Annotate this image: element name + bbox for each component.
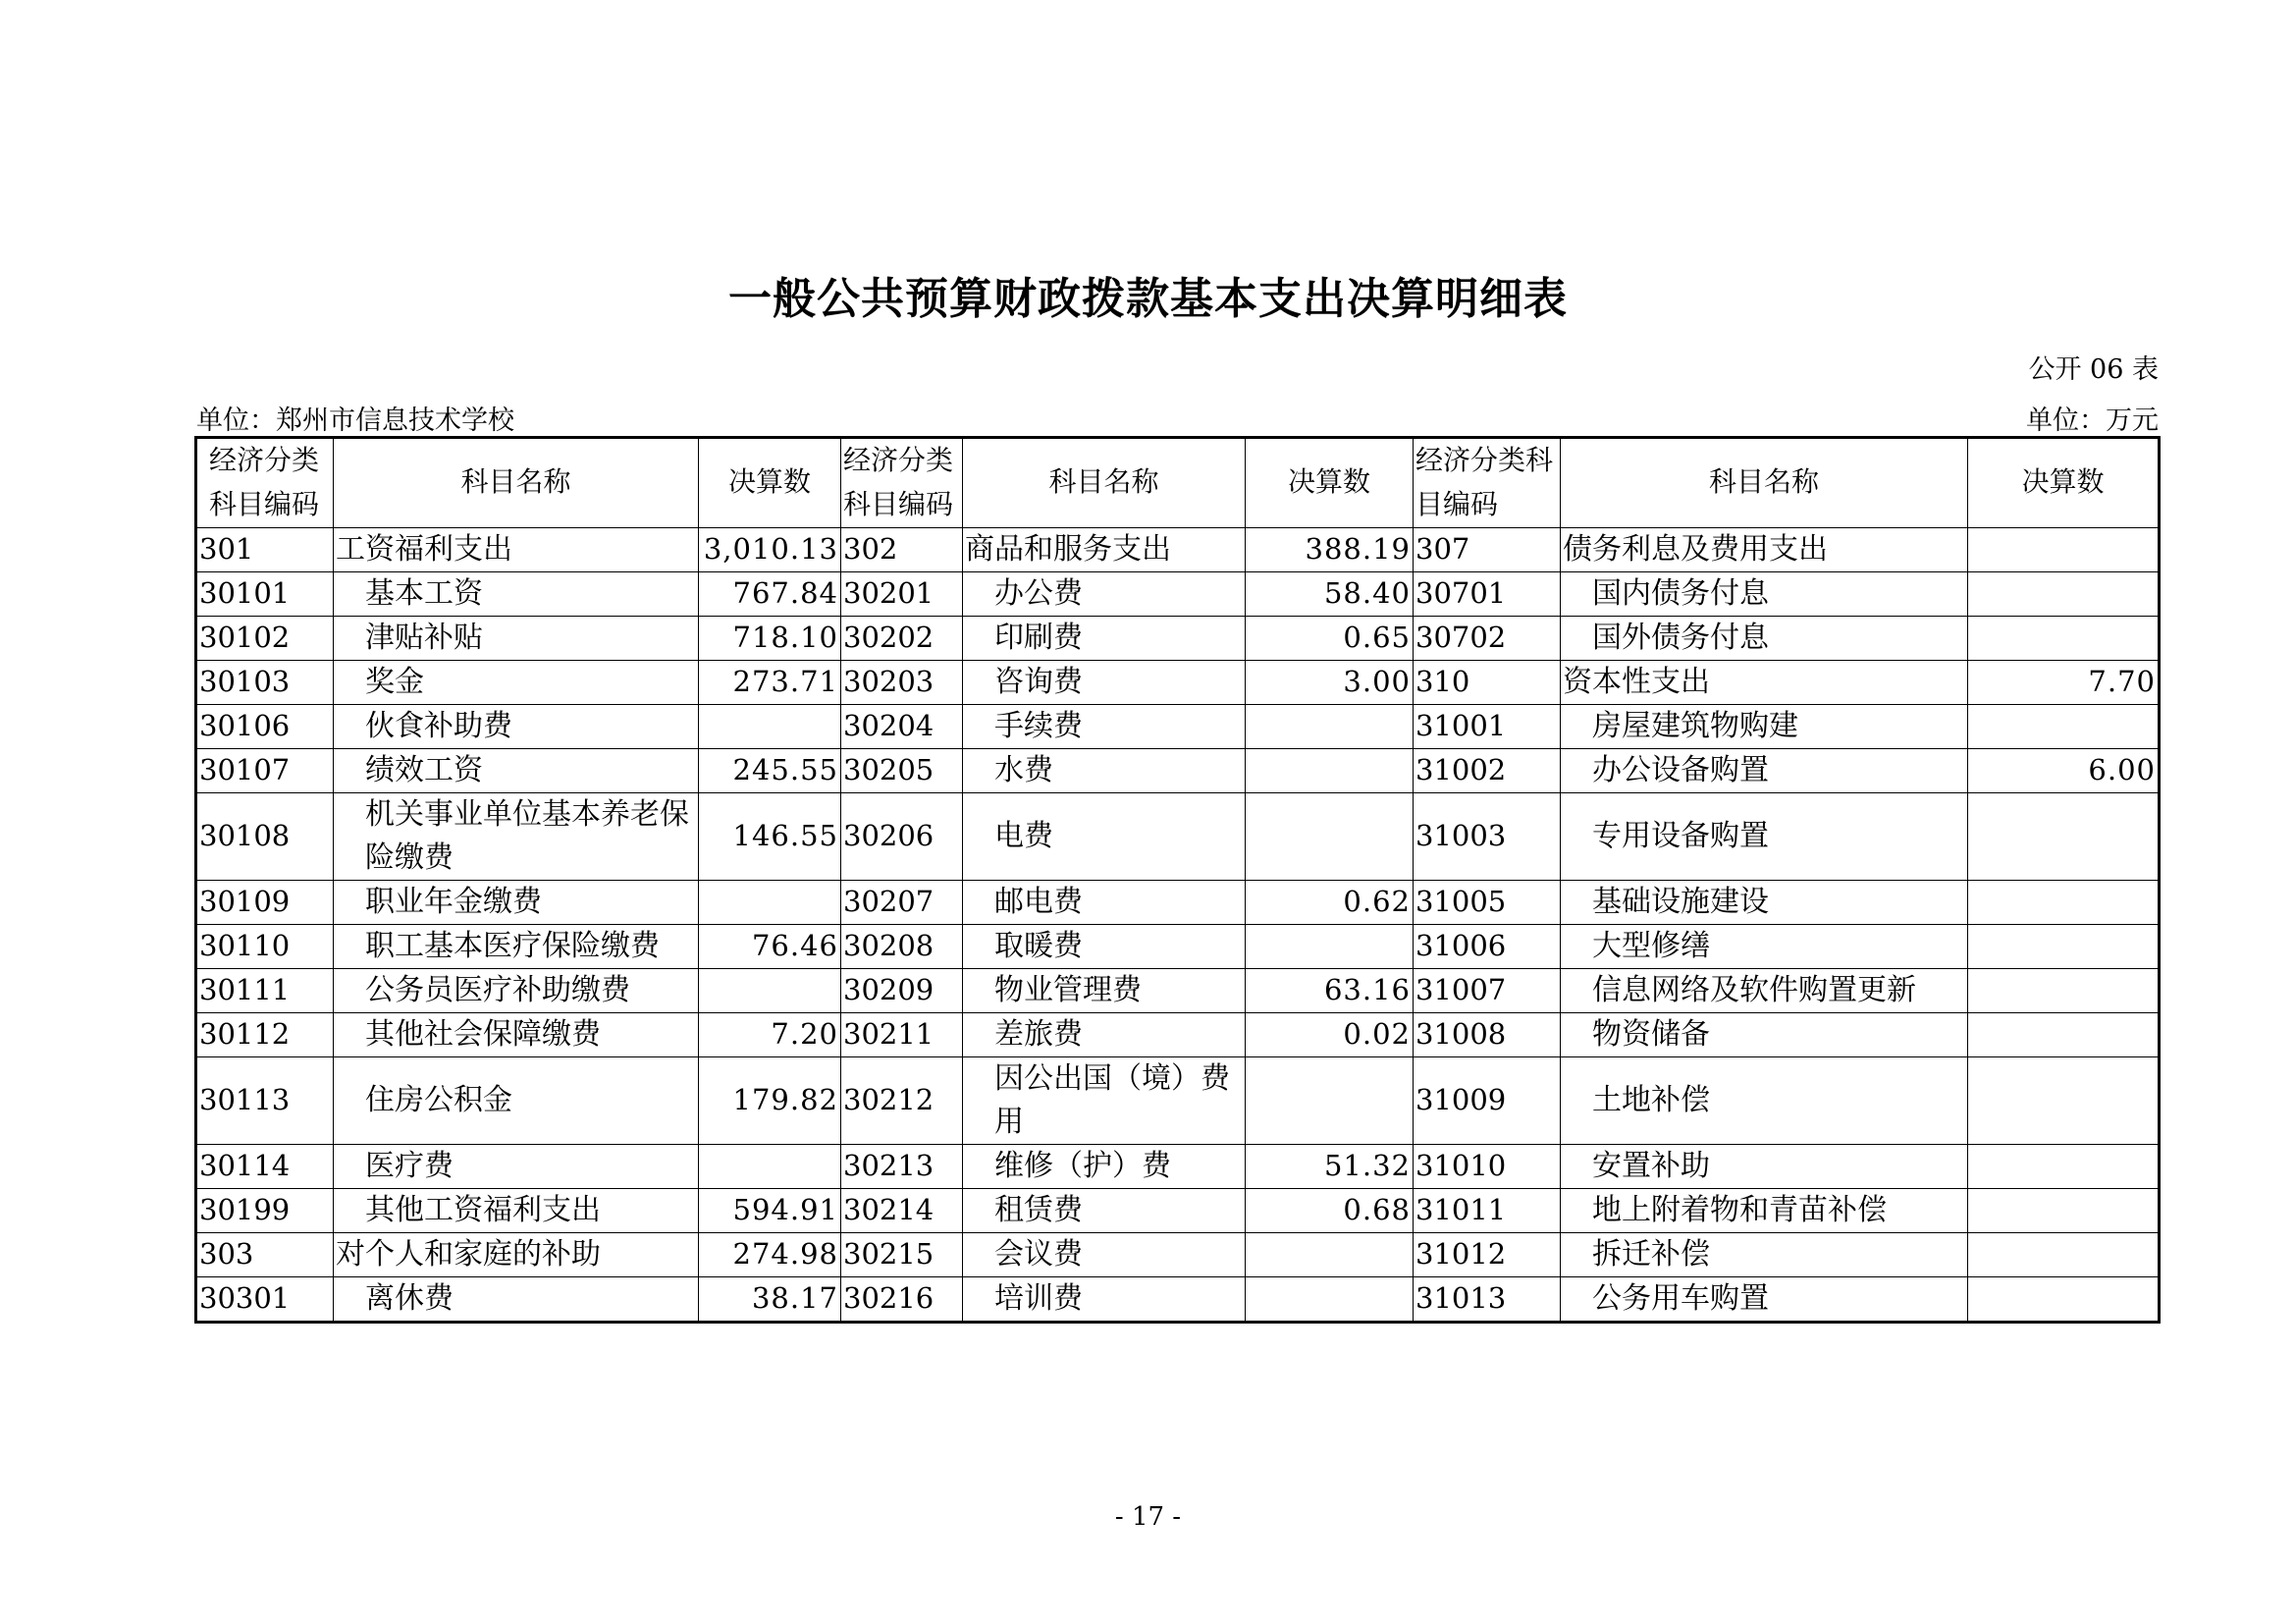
amount-cell: 51.32 bbox=[1246, 1144, 1414, 1188]
name-cell: 奖金 bbox=[334, 660, 699, 704]
code-cell: 31012 bbox=[1414, 1232, 1561, 1276]
code-cell: 30111 bbox=[196, 968, 334, 1012]
amount-cell: 76.46 bbox=[699, 924, 841, 968]
amount-cell bbox=[1968, 968, 2160, 1012]
name-cell: 地上附着物和青苗补偿 bbox=[1561, 1188, 1968, 1232]
amount-cell bbox=[1968, 924, 2160, 968]
amount-cell: 38.17 bbox=[699, 1276, 841, 1322]
name-cell: 基础设施建设 bbox=[1561, 880, 1968, 924]
code-cell: 30202 bbox=[841, 616, 963, 660]
header-name-3: 科目名称 bbox=[1561, 438, 1968, 528]
code-cell: 31009 bbox=[1414, 1056, 1561, 1144]
name-cell: 国内债务付息 bbox=[1561, 571, 1968, 616]
name-cell: 机关事业单位基本养老保险缴费 bbox=[334, 792, 699, 880]
header-amount-1: 决算数 bbox=[699, 438, 841, 528]
name-cell: 商品和服务支出 bbox=[963, 527, 1246, 571]
name-cell: 拆迁补偿 bbox=[1561, 1232, 1968, 1276]
name-cell: 其他工资福利支出 bbox=[334, 1188, 699, 1232]
table-row bbox=[196, 1232, 2160, 1276]
code-cell: 30203 bbox=[841, 660, 963, 704]
table-row bbox=[196, 924, 2160, 968]
name-cell: 安置补助 bbox=[1561, 1144, 1968, 1188]
amount-cell bbox=[1968, 880, 2160, 924]
code-cell: 30215 bbox=[841, 1232, 963, 1276]
code-cell: 30212 bbox=[841, 1056, 963, 1144]
name-cell: 房屋建筑物购建 bbox=[1561, 704, 1968, 748]
code-cell: 30701 bbox=[1414, 571, 1561, 616]
amount-cell bbox=[1968, 616, 2160, 660]
code-cell: 30103 bbox=[196, 660, 334, 704]
amount-cell: 388.19 bbox=[1246, 527, 1414, 571]
name-cell: 印刷费 bbox=[963, 616, 1246, 660]
name-cell: 手续费 bbox=[963, 704, 1246, 748]
code-cell: 301 bbox=[196, 527, 334, 571]
amount-cell bbox=[699, 1144, 841, 1188]
amount-cell: 273.71 bbox=[699, 660, 841, 704]
amount-cell bbox=[1968, 792, 2160, 880]
amount-cell bbox=[1968, 1056, 2160, 1144]
code-cell: 30213 bbox=[841, 1144, 963, 1188]
code-cell: 31013 bbox=[1414, 1276, 1561, 1322]
name-cell: 债务利息及费用支出 bbox=[1561, 527, 1968, 571]
name-cell: 专用设备购置 bbox=[1561, 792, 1968, 880]
amount-cell bbox=[1968, 704, 2160, 748]
table-row bbox=[196, 660, 2160, 704]
header-code-1: 经济分类科目编码 bbox=[196, 438, 334, 528]
amount-cell: 0.65 bbox=[1246, 616, 1414, 660]
name-cell: 取暖费 bbox=[963, 924, 1246, 968]
reporting-unit: 单位：郑州市信息技术学校 bbox=[196, 406, 514, 436]
code-cell: 31008 bbox=[1414, 1012, 1561, 1056]
name-cell: 绩效工资 bbox=[334, 748, 699, 792]
header-amount-2: 决算数 bbox=[1246, 438, 1414, 528]
code-cell: 31003 bbox=[1414, 792, 1561, 880]
table-row bbox=[196, 527, 2160, 571]
code-cell: 303 bbox=[196, 1232, 334, 1276]
amount-cell bbox=[1246, 924, 1414, 968]
code-cell: 30301 bbox=[196, 1276, 334, 1322]
table-row bbox=[196, 1056, 2160, 1144]
amount-cell: 0.62 bbox=[1246, 880, 1414, 924]
amount-cell bbox=[1246, 704, 1414, 748]
name-cell: 物资储备 bbox=[1561, 1012, 1968, 1056]
form-number: 公开 06 表 bbox=[2028, 354, 2159, 385]
amount-cell: 594.91 bbox=[699, 1188, 841, 1232]
amount-cell bbox=[1246, 792, 1414, 880]
amount-cell: 7.20 bbox=[699, 1012, 841, 1056]
name-cell: 差旅费 bbox=[963, 1012, 1246, 1056]
name-cell: 维修（护）费 bbox=[963, 1144, 1246, 1188]
name-cell: 对个人和家庭的补助 bbox=[334, 1232, 699, 1276]
name-cell: 物业管理费 bbox=[963, 968, 1246, 1012]
currency-unit: 单位：万元 bbox=[2026, 406, 2159, 436]
code-cell: 31005 bbox=[1414, 880, 1561, 924]
amount-cell: 245.55 bbox=[699, 748, 841, 792]
code-cell: 31002 bbox=[1414, 748, 1561, 792]
code-cell: 30199 bbox=[196, 1188, 334, 1232]
name-cell: 公务用车购置 bbox=[1561, 1276, 1968, 1322]
code-cell: 30702 bbox=[1414, 616, 1561, 660]
name-cell: 咨询费 bbox=[963, 660, 1246, 704]
code-cell: 30108 bbox=[196, 792, 334, 880]
name-cell: 职工基本医疗保险缴费 bbox=[334, 924, 699, 968]
code-cell: 31010 bbox=[1414, 1144, 1561, 1188]
code-cell: 310 bbox=[1414, 660, 1561, 704]
code-cell: 30205 bbox=[841, 748, 963, 792]
name-cell: 邮电费 bbox=[963, 880, 1246, 924]
table-row bbox=[196, 1188, 2160, 1232]
code-cell: 30206 bbox=[841, 792, 963, 880]
name-cell: 住房公积金 bbox=[334, 1056, 699, 1144]
amount-cell bbox=[1246, 748, 1414, 792]
amount-cell bbox=[699, 880, 841, 924]
amount-cell bbox=[1246, 1232, 1414, 1276]
amount-cell: 7.70 bbox=[1968, 660, 2160, 704]
code-cell: 30204 bbox=[841, 704, 963, 748]
name-cell: 资本性支出 bbox=[1561, 660, 1968, 704]
table-row bbox=[196, 616, 2160, 660]
name-cell: 国外债务付息 bbox=[1561, 616, 1968, 660]
amount-cell bbox=[699, 968, 841, 1012]
code-cell: 30214 bbox=[841, 1188, 963, 1232]
code-cell: 30201 bbox=[841, 571, 963, 616]
code-cell: 31001 bbox=[1414, 704, 1561, 748]
amount-cell bbox=[699, 704, 841, 748]
name-cell: 会议费 bbox=[963, 1232, 1246, 1276]
amount-cell: 3,010.13 bbox=[699, 527, 841, 571]
table-row bbox=[196, 968, 2160, 1012]
amount-cell bbox=[1246, 1056, 1414, 1144]
code-cell: 30101 bbox=[196, 571, 334, 616]
code-cell: 30211 bbox=[841, 1012, 963, 1056]
name-cell: 工资福利支出 bbox=[334, 527, 699, 571]
name-cell: 伙食补助费 bbox=[334, 704, 699, 748]
code-cell: 30209 bbox=[841, 968, 963, 1012]
code-cell: 31007 bbox=[1414, 968, 1561, 1012]
amount-cell: 0.02 bbox=[1246, 1012, 1414, 1056]
code-cell: 31011 bbox=[1414, 1188, 1561, 1232]
table-row bbox=[196, 571, 2160, 616]
amount-cell: 3.00 bbox=[1246, 660, 1414, 704]
table-row bbox=[196, 792, 2160, 880]
name-cell: 职业年金缴费 bbox=[334, 880, 699, 924]
code-cell: 30114 bbox=[196, 1144, 334, 1188]
amount-cell: 767.84 bbox=[699, 571, 841, 616]
code-cell: 30216 bbox=[841, 1276, 963, 1322]
header-amount-3: 决算数 bbox=[1968, 438, 2160, 528]
amount-cell bbox=[1968, 1188, 2160, 1232]
table-row bbox=[196, 1144, 2160, 1188]
header-row bbox=[196, 438, 2160, 528]
amount-cell: 274.98 bbox=[699, 1232, 841, 1276]
table-row bbox=[196, 748, 2160, 792]
name-cell: 水费 bbox=[963, 748, 1246, 792]
amount-cell bbox=[1968, 1144, 2160, 1188]
code-cell: 30107 bbox=[196, 748, 334, 792]
code-cell: 30106 bbox=[196, 704, 334, 748]
page-number: - 17 - bbox=[1114, 1502, 1182, 1532]
header-code-2: 经济分类科目编码 bbox=[841, 438, 963, 528]
name-cell: 办公费 bbox=[963, 571, 1246, 616]
code-cell: 302 bbox=[841, 527, 963, 571]
amount-cell bbox=[1968, 571, 2160, 616]
name-cell: 津贴补贴 bbox=[334, 616, 699, 660]
amount-cell: 718.10 bbox=[699, 616, 841, 660]
amount-cell: 146.55 bbox=[699, 792, 841, 880]
code-cell: 31006 bbox=[1414, 924, 1561, 968]
name-cell: 办公设备购置 bbox=[1561, 748, 1968, 792]
code-cell: 30208 bbox=[841, 924, 963, 968]
amount-cell bbox=[1968, 527, 2160, 571]
amount-cell: 6.00 bbox=[1968, 748, 2160, 792]
code-cell: 30109 bbox=[196, 880, 334, 924]
amount-cell bbox=[1968, 1232, 2160, 1276]
name-cell: 土地补偿 bbox=[1561, 1056, 1968, 1144]
code-cell: 30110 bbox=[196, 924, 334, 968]
expenditure-table bbox=[194, 436, 2161, 1324]
name-cell: 培训费 bbox=[963, 1276, 1246, 1322]
name-cell: 因公出国（境）费用 bbox=[963, 1056, 1246, 1144]
name-cell: 公务员医疗补助缴费 bbox=[334, 968, 699, 1012]
table-row bbox=[196, 704, 2160, 748]
name-cell: 电费 bbox=[963, 792, 1246, 880]
amount-cell bbox=[1968, 1276, 2160, 1322]
name-cell: 信息网络及软件购置更新 bbox=[1561, 968, 1968, 1012]
name-cell: 离休费 bbox=[334, 1276, 699, 1322]
name-cell: 租赁费 bbox=[963, 1188, 1246, 1232]
table-row bbox=[196, 1276, 2160, 1322]
header-code-3: 经济分类科目编码 bbox=[1414, 438, 1561, 528]
header-name-1: 科目名称 bbox=[334, 438, 699, 528]
page-title: 一般公共预算财政拨款基本支出决算明细表 bbox=[728, 274, 1568, 324]
amount-cell bbox=[1246, 1276, 1414, 1322]
code-cell: 30112 bbox=[196, 1012, 334, 1056]
amount-cell bbox=[1968, 1012, 2160, 1056]
amount-cell: 0.68 bbox=[1246, 1188, 1414, 1232]
code-cell: 30207 bbox=[841, 880, 963, 924]
code-cell: 30113 bbox=[196, 1056, 334, 1144]
name-cell: 大型修缮 bbox=[1561, 924, 1968, 968]
amount-cell: 58.40 bbox=[1246, 571, 1414, 616]
name-cell: 医疗费 bbox=[334, 1144, 699, 1188]
amount-cell: 179.82 bbox=[699, 1056, 841, 1144]
name-cell: 基本工资 bbox=[334, 571, 699, 616]
name-cell: 其他社会保障缴费 bbox=[334, 1012, 699, 1056]
table-row bbox=[196, 1012, 2160, 1056]
table-row bbox=[196, 880, 2160, 924]
code-cell: 30102 bbox=[196, 616, 334, 660]
amount-cell: 63.16 bbox=[1246, 968, 1414, 1012]
header-name-2: 科目名称 bbox=[963, 438, 1246, 528]
code-cell: 307 bbox=[1414, 527, 1561, 571]
